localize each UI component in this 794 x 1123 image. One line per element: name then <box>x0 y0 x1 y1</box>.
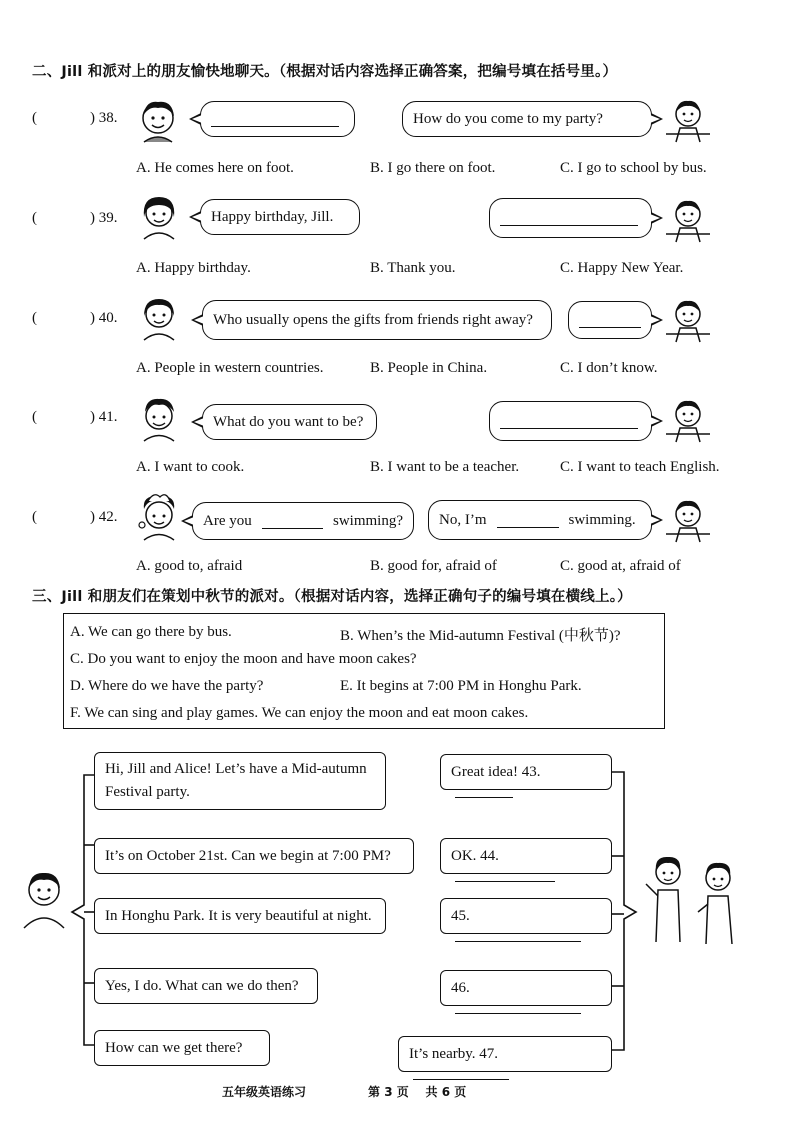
answer-blank[interactable] <box>497 513 559 528</box>
question-number-38: ) 38. <box>90 110 118 126</box>
boy-avatar-icon <box>134 96 182 144</box>
speech-bubble-41-right <box>489 401 652 441</box>
bubble-text: swimming? <box>333 512 403 529</box>
dialogue-text: It’s on October 21st. Can we begin at 7:00 PM? <box>105 848 391 864</box>
girl-avatar-icon <box>664 494 712 544</box>
answer-bracket-41[interactable]: ( <box>32 409 37 425</box>
option-42-c[interactable]: C. good at, afraid of <box>560 558 681 574</box>
girl-avatar-icon <box>136 193 182 241</box>
option-41-c[interactable]: C. I want to teach English. <box>560 459 720 475</box>
girl-avatar-icon <box>664 194 712 244</box>
option-41-b[interactable]: B. I want to be a teacher. <box>370 459 520 475</box>
dialogue-text: 45. <box>451 908 470 924</box>
option-e: E. It begins at 7:00 PM in Honghu Park. <box>340 678 582 694</box>
bubble-text: Who usually opens the gifts from friends right away? <box>213 311 533 328</box>
dialogue-box-left-1 <box>94 752 386 810</box>
dialogue-box-right-47 <box>398 1036 612 1072</box>
dialogue-box-left-2 <box>94 838 414 874</box>
answer-blank[interactable] <box>579 313 641 328</box>
question-number-39: ) 39. <box>90 210 118 226</box>
speech-bubble-41-left <box>202 404 377 440</box>
speech-bubble-42-left <box>192 502 414 540</box>
answer-blank-43[interactable] <box>455 783 513 798</box>
speech-bubble-38-left <box>200 101 355 137</box>
bubble-text: How do you come to my party? <box>413 110 603 127</box>
option-38-c[interactable]: C. I go to school by bus. <box>560 160 707 176</box>
girl-avatar-icon <box>664 394 712 444</box>
section3-heading: 三、Jill 和朋友们在策划中秋节的派对。（根据对话内容，选择正确句子的编号填在横线上。） <box>32 589 632 605</box>
girl-avatar-icon <box>664 294 712 344</box>
dialogue-box-right-44 <box>440 838 612 874</box>
boy-avatar-icon <box>136 394 182 442</box>
question-number-42: ) 42. <box>90 509 118 525</box>
option-f: F. We can sing and play games. We can enjoy the moon and eat moon cakes. <box>70 705 529 721</box>
dialogue-text: How can we get there? <box>105 1040 243 1056</box>
dialogue-text: Yes, I do. What can we do then? <box>105 978 299 994</box>
section2-heading: 二、Jill 和派对上的朋友愉快地聊天。（根据对话内容选择正确答案，把编号填在括号里。） <box>32 64 618 80</box>
answer-blank-47[interactable] <box>413 1065 509 1080</box>
option-38-a[interactable]: A. He comes here on foot. <box>136 160 294 176</box>
bubble-text: No, I’m <box>439 511 487 528</box>
bubble-text: What do you want to be? <box>213 413 364 430</box>
answer-blank[interactable] <box>262 514 323 529</box>
woman-avatar-icon <box>136 294 182 342</box>
option-42-a[interactable]: A. good to, afraid <box>136 558 243 574</box>
question-number-41: ) 41. <box>90 409 118 425</box>
dialogue-text: Hi, Jill and Alice! Let’s have a Mid-autumn <box>105 761 367 777</box>
answer-blank-44[interactable] <box>455 867 555 882</box>
boy-avatar-icon <box>18 868 70 930</box>
dialogue-box-right-43 <box>440 754 612 790</box>
answer-bracket-39[interactable]: ( <box>32 210 37 226</box>
answer-blank[interactable] <box>500 211 638 226</box>
dialogue-box-right-45 <box>440 898 612 934</box>
dialogue-text: 46. <box>451 980 470 996</box>
option-39-b[interactable]: B. Thank you. <box>370 260 456 276</box>
answer-bracket-38[interactable]: ( <box>32 110 37 126</box>
option-38-b[interactable]: B. I go there on foot. <box>370 160 496 176</box>
option-d: D. Where do we have the party? <box>70 678 264 694</box>
bubble-text: Are you <box>203 512 252 529</box>
speech-bubble-42-right <box>428 500 652 540</box>
chef-boy-avatar-icon <box>134 491 184 541</box>
option-41-a[interactable]: A. I want to cook. <box>136 459 245 475</box>
option-b: B. When’s the Mid-autumn Festival (中秋节)? <box>340 628 621 644</box>
dialogue-text: Great idea! 43. <box>451 764 541 780</box>
speech-bubble-40-right <box>568 301 652 339</box>
girl-avatar-icon <box>664 94 712 144</box>
dialogue-box-right-46 <box>440 970 612 1006</box>
bubble-text: swimming. <box>568 511 636 528</box>
dialogue-text: Festival party. <box>105 784 190 800</box>
dialogue-box-left-5 <box>94 1030 270 1066</box>
speech-bubble-38-right <box>402 101 652 137</box>
answer-blank[interactable] <box>500 414 638 429</box>
speech-bubble-39-right <box>489 198 652 238</box>
answer-blank-45[interactable] <box>455 927 581 942</box>
two-girls-illustration-icon <box>640 850 750 950</box>
dialogue-box-left-4 <box>94 968 318 1004</box>
answer-bracket-42[interactable]: ( <box>32 509 37 525</box>
dialogue-text: It’s nearby. 47. <box>409 1046 499 1062</box>
answer-blank-46[interactable] <box>455 999 581 1014</box>
speech-bubble-39-left <box>200 199 360 235</box>
option-39-a[interactable]: A. Happy birthday. <box>136 260 251 276</box>
option-40-c[interactable]: C. I don’t know. <box>560 360 658 376</box>
bubble-text: Happy birthday, Jill. <box>211 208 334 225</box>
footer-title: 五年级英语练习 <box>222 1085 307 1099</box>
answer-bracket-40[interactable]: ( <box>32 310 37 326</box>
option-40-a[interactable]: A. People in western countries. <box>136 360 324 376</box>
footer-page-info: 第 3 页 共 6 页 <box>368 1085 467 1099</box>
dialogue-text: OK. 44. <box>451 848 499 864</box>
option-c: C. Do you want to enjoy the moon and have moon cakes? <box>70 651 417 667</box>
speech-bubble-40-left <box>202 300 552 340</box>
option-42-b[interactable]: B. good for, afraid of <box>370 558 497 574</box>
answer-blank[interactable] <box>211 112 339 127</box>
option-40-b[interactable]: B. People in China. <box>370 360 488 376</box>
option-39-c[interactable]: C. Happy New Year. <box>560 260 684 276</box>
option-a: A. We can go there by bus. <box>70 624 232 640</box>
question-number-40: ) 40. <box>90 310 118 326</box>
dialogue-text: In Honghu Park. It is very beautiful at night. <box>105 908 372 924</box>
dialogue-box-left-3 <box>94 898 386 934</box>
